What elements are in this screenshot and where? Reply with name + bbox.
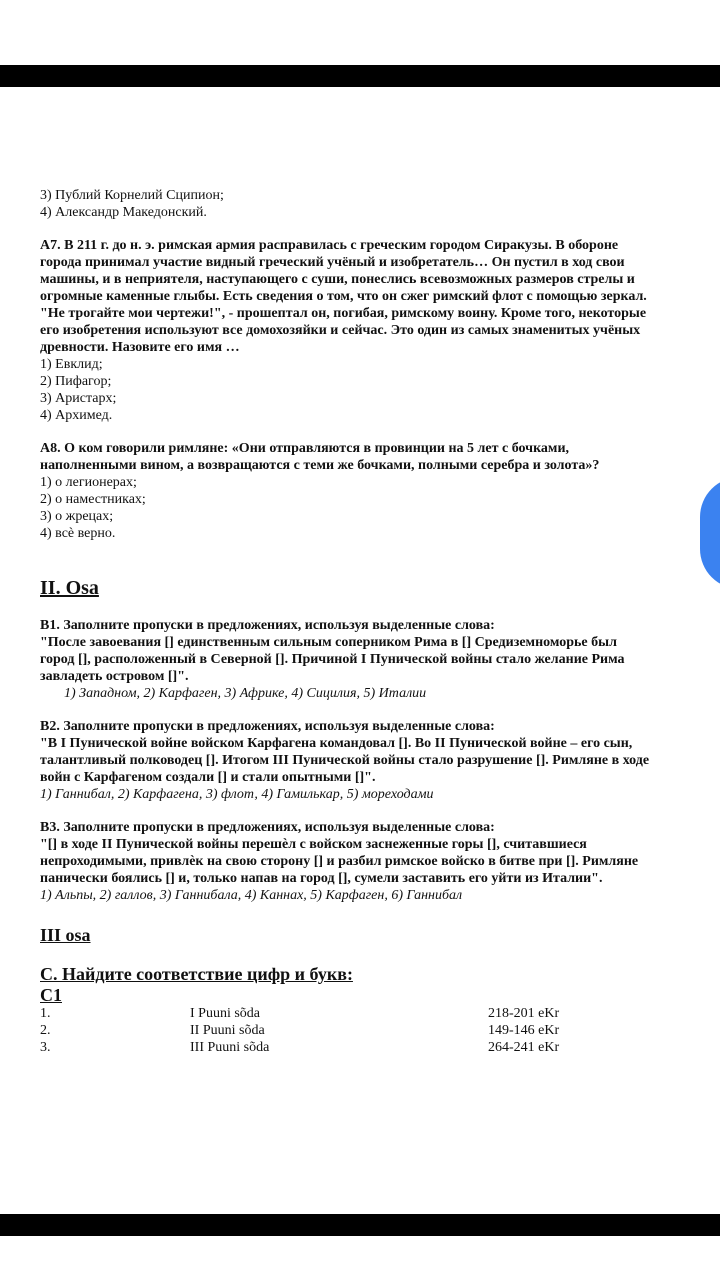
b2-line: "В I Пунической войне войском Карфагена командовал []. Во II Пунической войне – его сын, [40,736,633,751]
b1-line: В1. Заполните пропуски в предложениях, используя выделенные слова: [40,618,495,633]
a8-option: 1) о легионерах; [40,475,137,490]
b2-line: талантливый полководец []. Итогом III Пунической войны стало разрушение []. Римляне в ходе [40,753,650,768]
b1-line: город [], расположенный в Северной []. Причиной I Пунической войны стало желание Рима [40,652,625,667]
b1-line: завладеть островом []". [40,669,189,684]
c1-table [40,1005,700,1056]
b3-line: панически боялись [] и, только напав на город [], сумели заставить его уйти из Италии". [40,871,603,886]
a7-option: 1) Евклид; [40,357,103,372]
table-row [40,1005,700,1022]
c-heading: С. Найдите соответствие цифр и букв: [40,964,353,984]
b1-line: "После завоевания [] единственным сильным соперником Рима в [] Средиземноморье был [40,635,617,650]
c1-num: 1. [40,1006,51,1021]
question-a8 [40,440,700,542]
question-a7 [40,237,700,424]
question-b2 [40,718,700,803]
c1-num: 3. [40,1040,51,1055]
question-b3 [40,819,700,904]
a7-option: 3) Аристарх; [40,391,117,406]
b2-line: В2. Заполните пропуски в предложениях, используя выделенные слова: [40,719,495,734]
a7-line: его изобретения используют все домохозяйки и сейчас. Это один из самых знаменитых учёных [40,323,641,338]
b2-words: 1) Ганнибал, 2) Карфагена, 3) флот, 4) Гамилькар, 5) мореходами [40,787,434,802]
a7-line: огромные каменные глыбы. Есть сведения о том, что он сжег римский флот с помощью зеркал. [40,289,647,304]
a7-line: города принимал участие видный греческий учёный и изобретатель… Он пустил в ход свои [40,255,625,270]
c1-war: II Puuni sõda [190,1023,265,1038]
a8-line: А8. О ком говорили римляне: «Они отправляются в провинции на 5 лет с бочками, [40,441,570,456]
c1-num: 2. [40,1023,51,1038]
section-2-title: II. Osa [40,577,99,599]
section-3-title: III osa [40,925,91,945]
scroll-indicator[interactable] [700,477,720,589]
a8-line: наполненными вином, а возвращаются с теми же бочками, полными серебра и золота»? [40,458,600,473]
c1-war: III Puuni sõda [190,1040,270,1055]
a6-option-3: 3) Публий Корнелий Сципион; [40,188,224,203]
a8-option: 2) о наместниках; [40,492,146,507]
b2-line: войн с Карфагеном создали [] и стали опытными []". [40,770,376,785]
c1-years: 149-146 eKr [488,1023,560,1038]
a8-option: 3) о жрецах; [40,509,114,524]
a8-option: 4) всè верно. [40,526,116,541]
question-b1 [40,617,700,702]
bottom-black-bar [0,1214,720,1236]
b1-words: 1) Западном, 2) Карфаген, 3) Африке, 4) Сицилия, 5) Италии [64,686,427,701]
top-black-bar [0,65,720,87]
a7-line: древности. Назовите его имя … [40,340,240,355]
a7-option: 2) Пифагор; [40,374,112,389]
c1-label: С1 [40,985,62,1005]
b3-line: В3. Заполните пропуски в предложениях, используя выделенные слова: [40,820,495,835]
table-row [40,1039,700,1056]
c1-years: 218-201 eKr [488,1006,560,1021]
a7-line: машины, и в неприятеля, наступающего с суши, понеслись всевозможных размеров стрелы и [40,272,635,287]
b3-line: непроходимыми, привлѐк на свою сторону [] и разбил римское войско в битве при []. Римляне [40,854,639,869]
c1-years: 264-241 eKr [488,1040,560,1055]
a7-line: А7. В 211 г. до н. э. римская армия расправилась с греческим городом Сиракузы. В обороне [40,238,619,253]
c1-war: I Puuni sõda [190,1006,260,1021]
b3-words: 1) Альпы, 2) галлов, 3) Ганнибала, 4) Каннах, 5) Карфаген, 6) Ганнибал [40,888,463,903]
a6-option-4: 4) Александр Македонский. [40,205,207,220]
table-row [40,1022,700,1039]
b3-line: "[] в ходе II Пунической войны перешѐл с войском заснеженные горы [], считавшиеся [40,837,587,852]
document-page [40,187,700,1056]
a7-option: 4) Архимед. [40,408,113,423]
a7-line: "Не трогайте мои чертежи!", - прошептал он, погибая, римскому воину. Кроме того, некоторые [40,306,647,321]
